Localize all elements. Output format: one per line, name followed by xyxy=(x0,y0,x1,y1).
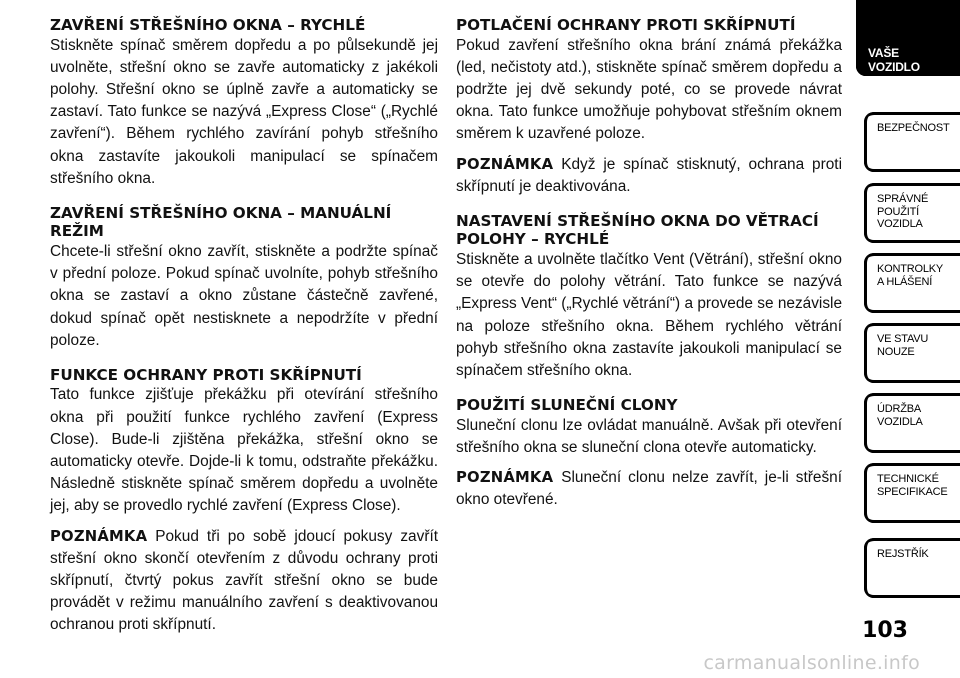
section-heading: POUŽITÍ SLUNEČNÍ CLONY xyxy=(456,396,678,415)
right-column xyxy=(456,16,842,519)
note-text: Sluneční clonu nelze zavřít, je-li střešní okno otevřené. xyxy=(456,469,842,509)
chapter-tab-label: NOUZE xyxy=(877,345,915,358)
watermark: carmanualsonline.info xyxy=(703,652,920,674)
chapter-tab-label: ÚDRŽBA xyxy=(877,403,922,415)
note-text: Když je spínač stisknutý, ochrana proti skřípnutí je deaktivována. xyxy=(456,155,842,195)
page-number: 103 xyxy=(862,618,908,643)
chapter-tab-label: BEZPEČNOST xyxy=(877,122,950,134)
section-heading: ZAVŘENÍ STŘEŠNÍHO OKNA – MANUÁLNÍ REŽIM xyxy=(50,203,392,241)
body-paragraph: Sluneční clonu lze ovládat manuálně. Avšak při otevření střešního okna se sluneční clona otevře automaticky. xyxy=(456,416,842,456)
body-paragraph: Pokud zavření střešního okna brání známá překážka (led, nečistoty atd.), stiskněte spínač směrem dopředu a podržte jej dvě sekundy poté, co se provede návrat okna. Tato funkce umožňuje pohybovat střešním oknem směrem k uzavřené poloze. xyxy=(456,36,842,143)
left-column xyxy=(50,16,438,645)
body-paragraph: Chcete-li střešní okno zavřít, stiskněte a podržte spínač v přední poloze. Pokud spínač uvolníte, pohyb střešního okna se zastaví a okno zůstane částečně zavřené, dokud spínač opět nestisknete a nepodržíte v přední poloze. xyxy=(50,242,438,349)
body-paragraph: Stiskněte a uvolněte tlačítko Vent (Větrání), střešní okno se otevře do polohy větrání. Tato funkce se nazývá „Express Vent“ („Rychlé větrání“) a provede se nezávisle na poloze střešního okna. Během rychlého větrání pohyb střešního okna zastavíte jakoukoli manipulací se spínačem střešního okna. xyxy=(456,250,842,379)
chapter-tab[interactable] xyxy=(864,463,960,523)
section-heading: NASTAVENÍ STŘEŠNÍHO OKNA DO VĚTRACÍ POLOHY – RYCHLÉ xyxy=(456,211,819,249)
note-text: Pokud tři po sobě jdoucí pokusy zavřít střešní okno skončí otevřením z důvodu ochrany proti skřípnutí, čtvrtý pokus zavřít střešní okno se bude provádět v režimu manuálního zavření s deaktivovanou ochranou proti skřípnutí. xyxy=(50,527,438,634)
section-heading: FUNKCE OCHRANY PROTI SKŘÍPNUTÍ xyxy=(50,365,362,384)
chapter-tab-label: TECHNICKÉ xyxy=(877,473,939,485)
note-label: POZNÁMKA xyxy=(456,155,554,173)
chapter-tab[interactable] xyxy=(864,538,960,598)
note-paragraph xyxy=(456,467,842,511)
chapter-tab-label: SPECIFIKACE xyxy=(877,485,948,498)
chapter-tab-label: SPRÁVNÉ xyxy=(877,193,929,205)
chapter-tab-label: REJSTŘÍK xyxy=(877,548,929,560)
chapter-tab[interactable] xyxy=(864,323,960,383)
chapter-tabs xyxy=(856,0,960,678)
chapter-tab-label: A HLÁŠENÍ xyxy=(877,275,933,288)
body-paragraph: Stiskněte spínač směrem dopředu a po půlsekundě jej uvolněte, střešní okno se zavře automaticky z jakékoli polohy. Střešní okno se úplně zavře a automaticky se zastaví. Tato funkce se nazývá „Express Close“ („Rychlé zavření“). Během rychlého zavírání pohyb střešního okna zastavíte jakoukoli manipulací se spínačem střešního okna. xyxy=(50,36,438,187)
chapter-tab-label: VAŠE xyxy=(868,46,899,60)
chapter-tab[interactable] xyxy=(856,0,960,76)
chapter-tab-label: VE STAVU xyxy=(877,333,929,345)
section-heading: ZAVŘENÍ STŘEŠNÍHO OKNA – RYCHLÉ xyxy=(50,16,366,34)
section-heading: POTLAČENÍ OCHRANY PROTI SKŘÍPNUTÍ xyxy=(456,16,796,34)
chapter-tab-label: VOZIDLO xyxy=(868,60,920,74)
body-paragraph: Tato funkce zjišťuje překážku při otevírání střešního okna při použití funkce rychlého zavření (Express Close). Bude-li zjištěna překážka, střešní okno se automaticky otevře. Dojde-li k tomu, odstraňte překážku. Následně stiskněte spínač směrem dopředu a uvolněte jej, aby se provedlo rychlé zavření (Express Close). xyxy=(50,386,438,515)
note-label: POZNÁMKA xyxy=(456,469,554,487)
chapter-tab[interactable] xyxy=(864,393,960,453)
chapter-tab[interactable] xyxy=(864,253,960,313)
chapter-tab[interactable] xyxy=(864,112,960,172)
note-paragraph xyxy=(456,154,842,198)
chapter-tab-label: VOZIDLA xyxy=(877,415,923,428)
chapter-tab-label: KONTROLKY xyxy=(877,263,944,275)
chapter-tab[interactable] xyxy=(864,183,960,243)
chapter-tab-label: VOZIDLA xyxy=(877,218,923,230)
chapter-tab-label: POUŽITÍ xyxy=(877,205,919,218)
note-label: POZNÁMKA xyxy=(50,527,148,545)
note-paragraph xyxy=(50,526,438,637)
